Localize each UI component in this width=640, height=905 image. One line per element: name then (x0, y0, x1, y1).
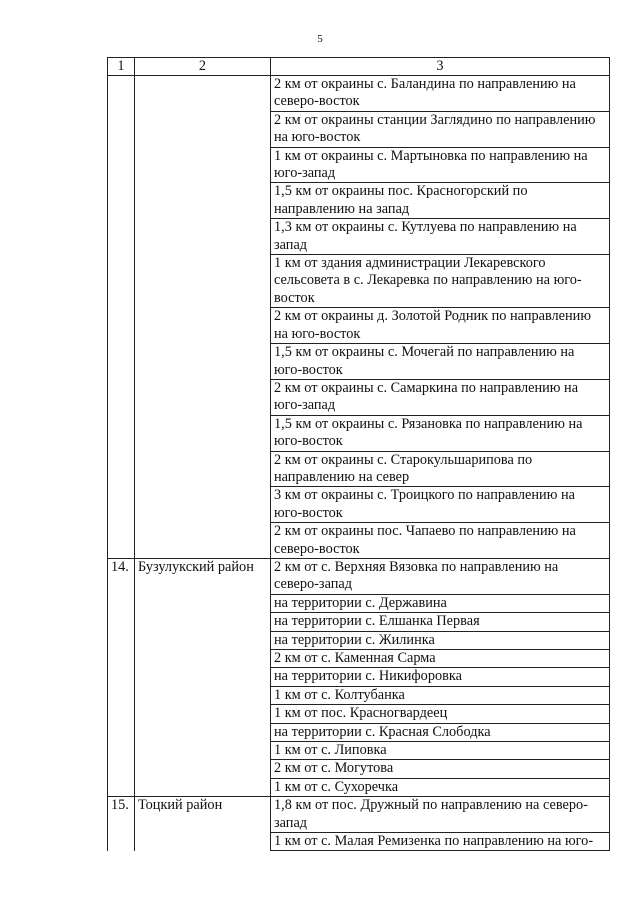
location-cell: 2 км от с. Могутова (271, 760, 610, 778)
row-number-cell (108, 451, 135, 487)
location-cell: 1,8 км от пос. Дружный по направлению на северо-запад (271, 797, 610, 833)
table-row (108, 219, 610, 255)
table-row (108, 778, 610, 796)
district-cell (135, 111, 271, 147)
row-number-cell (108, 742, 135, 760)
row-number-cell (108, 147, 135, 183)
location-cell: на территории с. Никифоровка (271, 668, 610, 686)
location-cell: 1 км от с. Сухоречка (271, 778, 610, 796)
row-number-cell (108, 723, 135, 741)
district-cell (135, 613, 271, 631)
district-cell (135, 760, 271, 778)
district-cell (135, 219, 271, 255)
row-number-cell (108, 523, 135, 559)
district-cell (135, 255, 271, 308)
district-cell (135, 650, 271, 668)
table-row (108, 451, 610, 487)
table-row (108, 183, 610, 219)
district-cell (135, 487, 271, 523)
district-cell (135, 594, 271, 612)
row-number-cell (108, 219, 135, 255)
row-number-cell: 15. (108, 797, 135, 833)
column-header-3: 3 (271, 58, 610, 76)
location-cell: 1 км от с. Липовка (271, 742, 610, 760)
district-cell (135, 379, 271, 415)
table-body (108, 76, 610, 851)
location-cell: на территории с. Елшанка Первая (271, 613, 610, 631)
location-cell: 1 км от с. Малая Ремизенка по направлению на юго- (271, 833, 610, 851)
district-cell (135, 147, 271, 183)
table-row (108, 797, 610, 833)
table-row (108, 415, 610, 451)
location-cell: 2 км от с. Каменная Сарма (271, 650, 610, 668)
row-number-cell (108, 76, 135, 112)
table-row (108, 760, 610, 778)
row-number-cell: 14. (108, 558, 135, 594)
district-cell (135, 308, 271, 344)
district-cell (135, 415, 271, 451)
table-row (108, 686, 610, 704)
table-row (108, 558, 610, 594)
location-cell: 1,5 км от окраины с. Мочегай по направлению на юго-восток (271, 344, 610, 380)
table-row (108, 308, 610, 344)
district-cell (135, 778, 271, 796)
table-row (108, 631, 610, 649)
district-cell (135, 705, 271, 723)
table-row (108, 723, 610, 741)
row-number-cell (108, 705, 135, 723)
row-number-cell (108, 344, 135, 380)
row-number-cell (108, 308, 135, 344)
table-row (108, 705, 610, 723)
page-number: 5 (317, 33, 323, 45)
table-row (108, 76, 610, 112)
location-cell: 3 км от окраины с. Троицкого по направлению на юго-восток (271, 487, 610, 523)
column-header-1: 1 (108, 58, 135, 76)
location-cell: 1 км от окраины с. Мартыновка по направлению на юго-запад (271, 147, 610, 183)
district-cell (135, 723, 271, 741)
district-cell (135, 451, 271, 487)
location-cell: на территории с. Красная Слободка (271, 723, 610, 741)
location-cell: 2 км от с. Верхняя Вязовка по направлению на северо-запад (271, 558, 610, 594)
district-cell (135, 631, 271, 649)
district-cell (135, 668, 271, 686)
table-row (108, 613, 610, 631)
district-cell: Бузулукский район (135, 558, 271, 594)
location-cell: на территории с. Державина (271, 594, 610, 612)
row-number-cell (108, 631, 135, 649)
district-cell: Тоцкий район (135, 797, 271, 833)
table-row (108, 668, 610, 686)
row-number-cell (108, 686, 135, 704)
locations-table (107, 57, 610, 851)
location-cell: 2 км от окраины д. Золотой Родник по направлению на юго-восток (271, 308, 610, 344)
location-cell: 2 км от окраины пос. Чапаево по направлению на северо-восток (271, 523, 610, 559)
column-header-2: 2 (135, 58, 271, 76)
row-number-cell (108, 415, 135, 451)
row-number-cell (108, 778, 135, 796)
district-cell (135, 742, 271, 760)
table-row (108, 742, 610, 760)
location-cell: 1 км от с. Колтубанка (271, 686, 610, 704)
location-cell: 1 км от пос. Красногвардеец (271, 705, 610, 723)
table-row (108, 833, 610, 851)
table-row (108, 344, 610, 380)
location-cell: 1,5 км от окраины пос. Красногорский по направлению на запад (271, 183, 610, 219)
row-number-cell (108, 487, 135, 523)
district-cell (135, 183, 271, 219)
location-cell: 1,5 км от окраины с. Рязановка по направлению на юго-восток (271, 415, 610, 451)
table-row (108, 650, 610, 668)
table-row (108, 487, 610, 523)
row-number-cell (108, 379, 135, 415)
row-number-cell (108, 594, 135, 612)
location-cell: 2 км от окраины с. Баландина по направлению на северо-восток (271, 76, 610, 112)
row-number-cell (108, 613, 135, 631)
table-row (108, 379, 610, 415)
location-cell: 2 км от окраины с. Старокульшарипова по направлению на север (271, 451, 610, 487)
row-number-cell (108, 650, 135, 668)
row-number-cell (108, 668, 135, 686)
district-cell (135, 523, 271, 559)
location-cell: 2 км от окраины с. Самаркина по направлению на юго-запад (271, 379, 610, 415)
table-row (108, 147, 610, 183)
row-number-cell (108, 183, 135, 219)
table-row (108, 111, 610, 147)
row-number-cell (108, 255, 135, 308)
table-row (108, 523, 610, 559)
location-cell: 1 км от здания администрации Лекаревского сельсовета в с. Лекаревка по направлению на юго-восток (271, 255, 610, 308)
location-cell: 1,3 км от окраины с. Кутлуева по направлению на запад (271, 219, 610, 255)
district-cell (135, 344, 271, 380)
row-number-cell (108, 111, 135, 147)
district-cell (135, 833, 271, 851)
table-row (108, 255, 610, 308)
location-cell: 2 км от окраины станции Заглядино по направлению на юго-восток (271, 111, 610, 147)
table-header-row (108, 58, 610, 76)
row-number-cell (108, 833, 135, 851)
table-row (108, 594, 610, 612)
row-number-cell (108, 760, 135, 778)
location-cell: на территории с. Жилинка (271, 631, 610, 649)
district-cell (135, 76, 271, 112)
district-cell (135, 686, 271, 704)
